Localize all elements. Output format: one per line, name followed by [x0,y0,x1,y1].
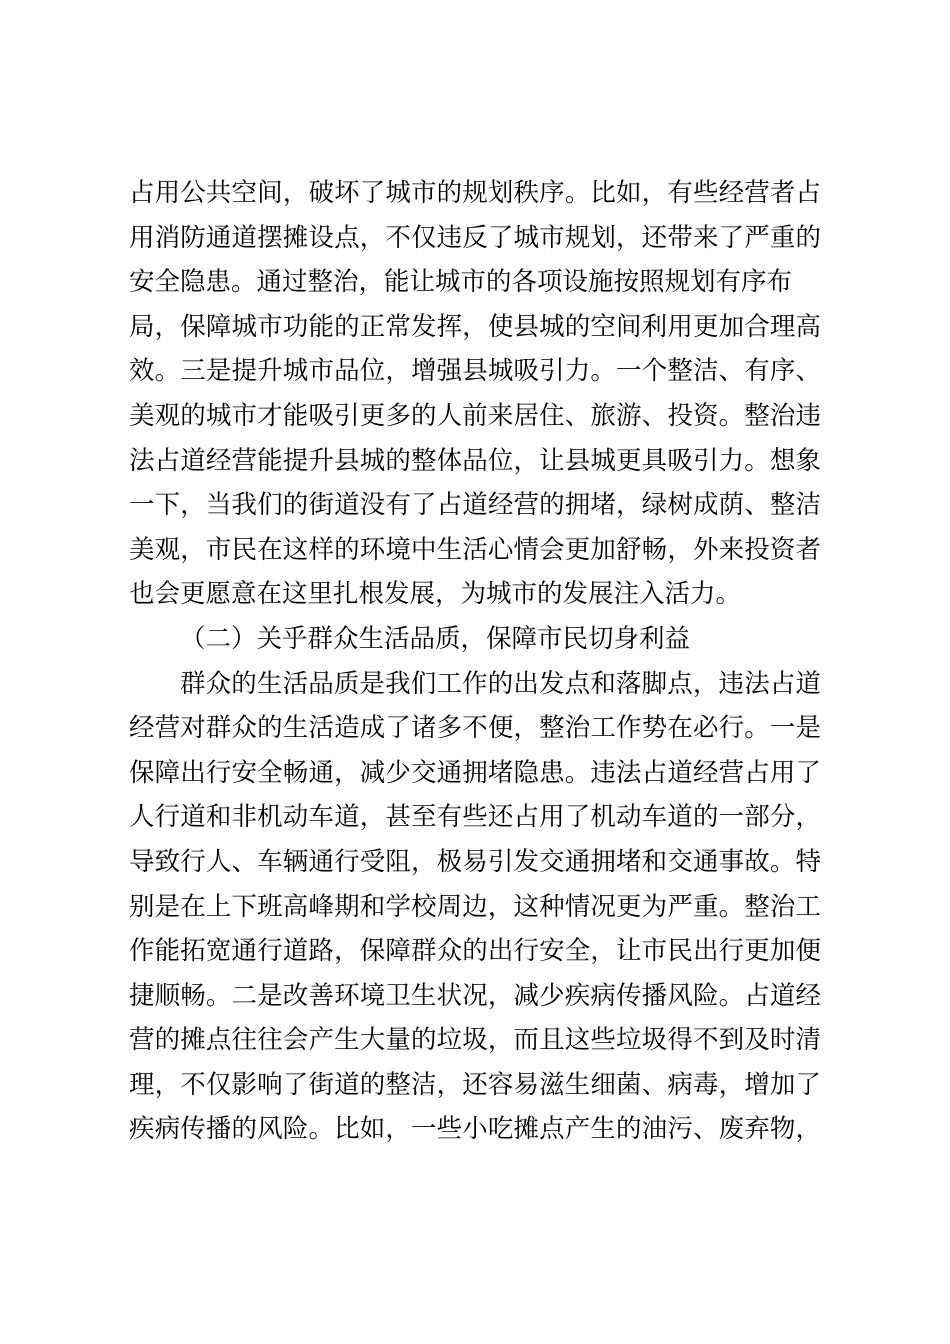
text-line: 理，不仅影响了街道的整洁，还容易滋生细菌、病毒，增加了 [129,1069,821,1100]
text-line: 安全隐患。通过整治，能让城市的各项设施按照规划有序布 [129,267,793,298]
text-line: 美观的城市才能吸引更多的人前来居住、旅游、投资。整治违 [129,400,821,431]
text-line: 经营对群众的生活造成了诸多不便，整治工作势在必行。一是 [129,713,821,744]
text-line: 一下，当我们的街道没有了占道经营的拥堵，绿树成荫、整洁 [129,490,821,521]
text-line: 用消防通道摆摊设点，不仅违反了城市规划，还带来了严重的 [129,222,821,253]
text-line: 保障出行安全畅通，减少交通拥堵隐患。违法占道经营占用了 [129,757,821,788]
text-line: 群众的生活品质是我们工作的出发点和落脚点，违法占道 [180,668,821,699]
text-line: 人行道和非机动车道，甚至有些还占用了机动车道的一部分， [129,802,821,833]
body-text [129,171,821,1152]
text-line: 也会更愿意在这里扎根发展，为城市的发展注入活力。 [129,579,742,610]
text-line: 别是在上下班高峰期和学校周边，这种情况更为严重。整治工 [129,891,821,922]
section-heading: （二）关乎群众生活品质，保障市民切身利益 [180,623,691,654]
text-line: 疾病传播的风险。比如，一些小吃摊点产生的油污、废弃物， [129,1114,821,1145]
text-line: 营的摊点往往会产生大量的垃圾，而且这些垃圾得不到及时清 [129,1025,821,1056]
text-line: 法占道经营能提升县城的整体品位，让县城更具吸引力。想象 [129,445,821,476]
text-line: 捷顺畅。二是改善环境卫生状况，减少疾病传播风险。占道经 [129,980,821,1011]
text-line: 占用公共空间，破坏了城市的规划秩序。比如，有些经营者占 [129,178,821,208]
text-line: 导致行人、车辆通行受阻，极易引发交通拥堵和交通事故。特 [129,846,821,877]
text-line: 作能拓宽通行道路，保障群众的出行安全，让市民出行更加便 [129,936,821,967]
text-line: 局，保障城市功能的正常发挥，使县城的空间利用更加合理高 [129,311,821,342]
text-line: 美观，市民在这样的环境中生活心情会更加舒畅，外来投资者 [129,534,821,565]
text-line: 效。三是提升城市品位，增强县城吸引力。一个整洁、有序、 [129,356,821,387]
